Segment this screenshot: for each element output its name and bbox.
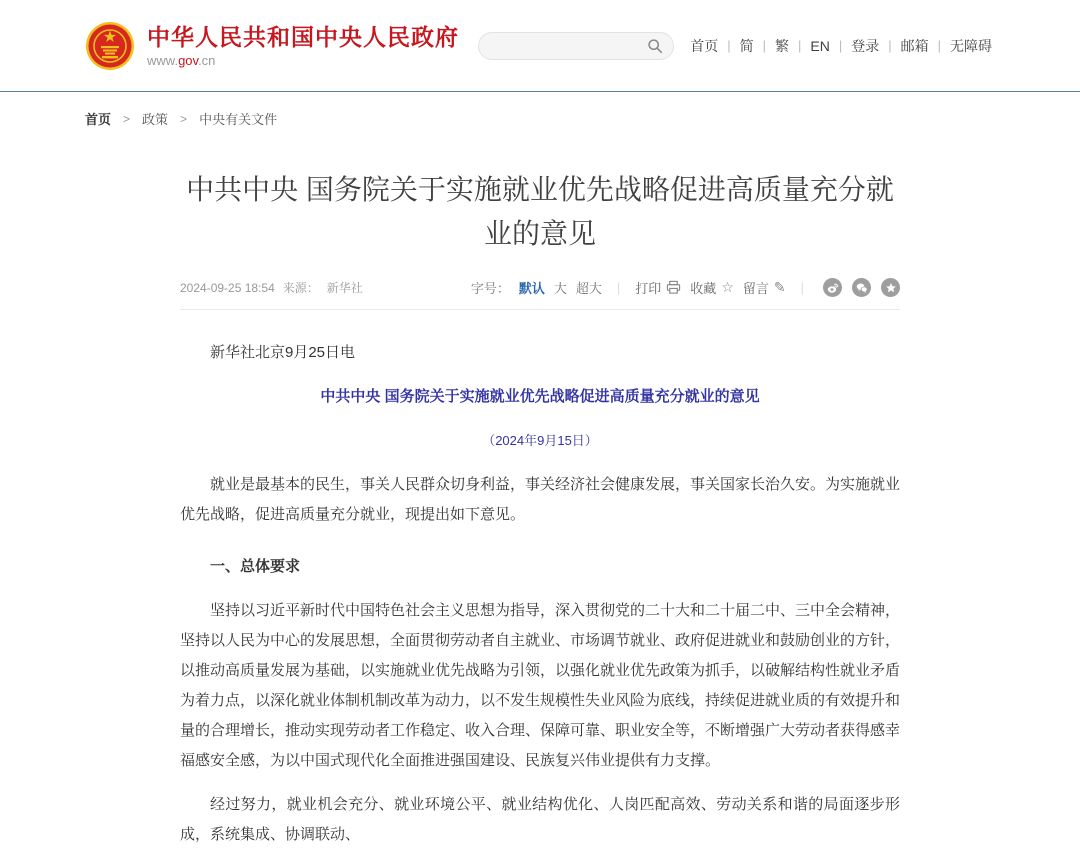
article [180, 168, 900, 850]
breadcrumb-separator: > [123, 111, 131, 126]
publish-datetime: 2024-09-25 18:54 [180, 280, 275, 295]
weibo-icon [827, 282, 839, 294]
nav-separator: | [838, 38, 843, 53]
breadcrumb-policy[interactable]: 政策 [142, 112, 169, 127]
news-dateline: 新华社北京9月25日电 [210, 344, 356, 361]
nav-mailbox[interactable]: 邮箱 [900, 37, 929, 54]
search-input[interactable] [493, 38, 647, 53]
article-toolbar [471, 278, 900, 297]
source-label: 来源： [282, 281, 319, 295]
document-title: 中共中央 国务院关于实施就业优先战略促进高质量充分就业的意见 [320, 388, 760, 405]
nav-separator: | [762, 38, 766, 53]
header-right [478, 32, 992, 60]
meta-divider [180, 309, 900, 310]
breadcrumb-separator: > [180, 111, 188, 126]
font-size-default-button[interactable]: 默认 [518, 281, 545, 296]
site-name: 中华人民共和国中央人民政府 [147, 24, 459, 50]
search-box[interactable] [478, 32, 674, 60]
nav-traditional[interactable]: 繁 [774, 37, 789, 54]
section-heading-1: 一、总体要求 [210, 558, 301, 575]
page-title: 中共中央 国务院关于实施就业优先战略促进高质量充分就业的意见 [186, 174, 894, 249]
star-icon: ☆ [721, 279, 734, 295]
site-header [0, 0, 1080, 92]
nav-separator: | [937, 38, 941, 53]
national-emblem-icon [85, 21, 135, 71]
font-size-large-button[interactable]: 大 [553, 281, 567, 296]
share-group [823, 278, 900, 297]
font-size-label: 字号： [470, 281, 510, 296]
article-meta-left [180, 279, 363, 296]
comment-button[interactable]: 留言 ✎ [742, 279, 786, 296]
source-value: 新华社 [326, 281, 363, 295]
article-meta-row [180, 278, 900, 297]
toolbar-separator: | [616, 280, 621, 295]
nav-separator: | [797, 38, 802, 53]
search-icon[interactable] [647, 38, 663, 54]
paragraph-intro: 就业是最基本的民生，事关人民群众切身利益，事关经济社会健康发展，事关国家长治久安。为实施就业优先战略，促进高质量充分就业，现提出如下意见。 [180, 476, 901, 523]
qzone-star-icon [885, 282, 897, 294]
nav-home[interactable]: 首页 [690, 37, 719, 54]
favorite-button[interactable]: 收藏 ☆ [690, 279, 734, 296]
nav-simplified[interactable]: 简 [739, 37, 754, 54]
document-date: （2024年9月15日） [482, 433, 598, 448]
print-button[interactable]: 打印 [635, 278, 681, 297]
article-body [180, 338, 900, 850]
breadcrumb-home[interactable]: 首页 [85, 112, 112, 127]
site-brand[interactable] [85, 21, 459, 71]
share-qzone-button[interactable] [881, 278, 900, 297]
share-wechat-button[interactable] [852, 278, 871, 297]
wechat-icon [856, 282, 868, 294]
breadcrumb [0, 92, 1080, 138]
toolbar-separator: | [800, 280, 804, 295]
site-url: www.gov.cn [147, 53, 216, 68]
brand-text [147, 23, 459, 68]
paragraph-goals: 经过努力，就业机会充分、就业环境公平、就业结构优化、人岗匹配高效、劳动关系和谐的局面逐步形成，系统集成、协调联动、 [180, 796, 900, 843]
share-weibo-button[interactable] [823, 278, 842, 297]
printer-icon [666, 280, 681, 295]
paragraph-guiding-ideology: 坚持以习近平新时代中国特色社会主义思想为指导，深入贯彻党的二十大和二十届二中、三中全会精神，坚持以人民为中心的发展思想，全面贯彻劳动者自主就业、市场调节就业、政府促进就业和鼓励创业的方针，以推动高质量发展为基础，以实施就业优先战略为引领，以强化就业优先政策为抓手，以破解结构性就业矛盾为着力点，以深化就业体制机制改革为动力，以不发生规模性失业风险为底线，持续促进就业质的有效提升和量的合理增长，推动实现劳动者工作稳定、收入合理、保障可靠、职业安全等，不断增强广大劳动者获得感幸福感安全感，为以中国式现代化全面推进强国建设、民族复兴伟业提供有力支撑。 [180, 602, 901, 769]
nav-separator: | [727, 38, 731, 53]
breadcrumb-current[interactable]: 中央有关文件 [199, 112, 278, 127]
nav-accessibility[interactable]: 无障碍 [950, 37, 992, 54]
nav-login[interactable]: 登录 [851, 37, 880, 54]
font-size-xlarge-button[interactable]: 超大 [575, 281, 602, 296]
nav-separator: | [888, 38, 892, 53]
pencil-icon: ✎ [773, 279, 786, 295]
nav-english[interactable]: EN [810, 37, 830, 54]
top-nav [690, 36, 992, 56]
